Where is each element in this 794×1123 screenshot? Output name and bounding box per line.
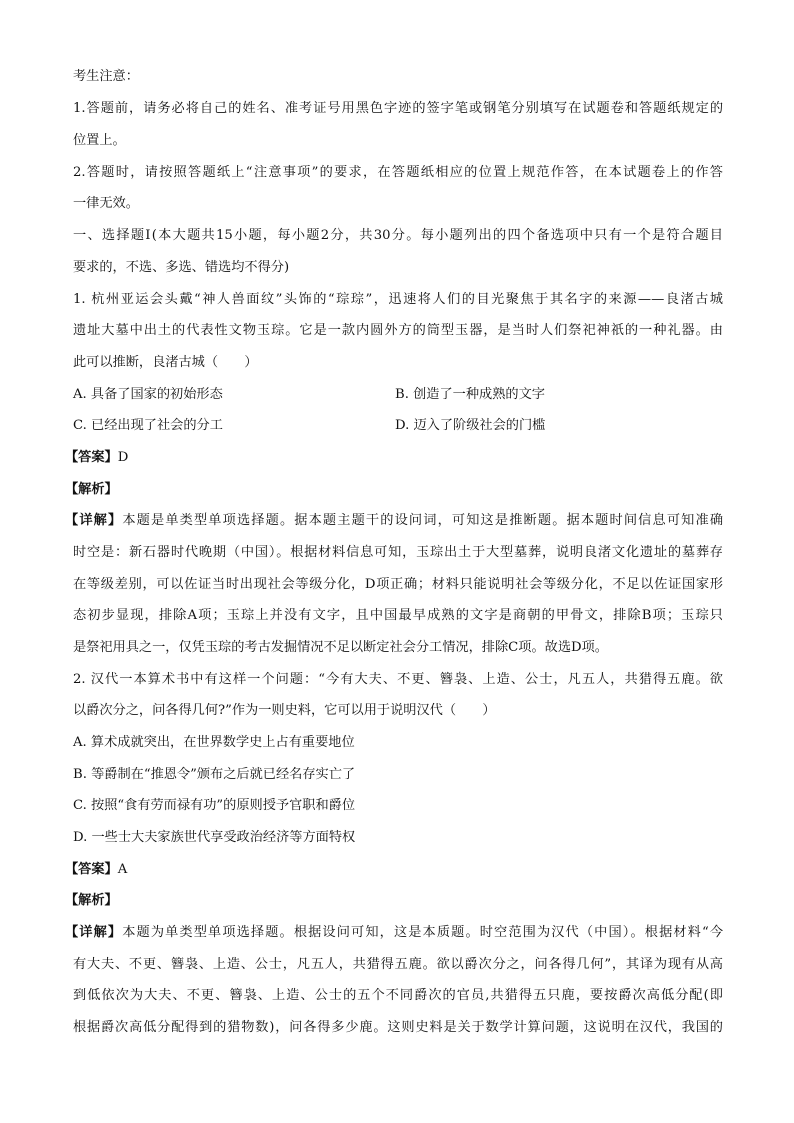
q2-analysis-tag: 【解析】 — [65, 893, 118, 908]
section-heading-line-1: 一、选择题Ⅰ(本大题共15小题，每小题2分，共30分。每小题列出的四个备选项中只有一个是符合题目 — [73, 228, 723, 243]
q1-detail-line-2: 时空是：新石器时代晚期（中国）。根据材料信息可知，玉琮出土于大型墓葬，说明良渚文化遗址的墓葬存 — [73, 545, 723, 560]
section-heading-line-2: 要求的，不选、多选、错选均不得分) — [73, 260, 290, 275]
q1-option-d: D. 迈入了阶级社会的门槛 — [395, 418, 546, 433]
q1-detail-line-3: 在等级差别，可以佐证当时出现社会等级分化，D项正确；材料只能说明社会等级分化，不足以佐证国家形 — [73, 577, 723, 592]
q2-answer-value: A — [117, 862, 128, 877]
q1-stem-line-2: 遗址大墓中出土的代表性文物玉琮。它是一款内圆外方的筒型玉器，是当时人们祭祀神祇的一种礼器。由 — [73, 323, 723, 338]
notice-item-2-line-2: 一律无效。 — [73, 196, 139, 211]
q1-analysis-tag: 【解析】 — [65, 482, 118, 497]
q2-detail-line-1 — [65, 923, 723, 943]
notice-item-1-line-1: 1.答题前，请务必将自己的姓名、准考证号用黑色字迹的签字笔或钢笔分别填写在试题卷和答题纸规定的 — [73, 101, 723, 116]
q2-detail-tag: 【详解】 — [65, 925, 123, 940]
q2-option-a: A. 算术成就突出，在世界数学史上占有重要地位 — [73, 735, 355, 750]
q1-answer — [65, 448, 128, 468]
q1-option-c: C. 已经出现了社会的分工 — [73, 418, 223, 433]
q2-detail-text-1: 本题为单类型单项选择题。根据设问可知，这是本质题。时空范围为汉代（中国）。根据材料“今 — [122, 925, 724, 940]
q1-detail-tag: 【详解】 — [65, 513, 123, 528]
q2-option-c: C. 按照“食有劳而禄有功”的原则授予官职和爵位 — [73, 798, 356, 813]
q2-detail-line-3: 到低依次为大夫、不更、簪袅、上造、公士的五个不同爵次的官员,共猎得五只鹿，要按爵次高低分配(即 — [73, 988, 723, 1003]
q2-option-d: D. 一些士大夫家族世代享受政治经济等方面特权 — [73, 830, 356, 845]
q2-answer — [65, 860, 127, 880]
q2-stem-line-2: 以爵次分之，问各得几何?”作为一则史料，它可以用于说明汉代（ ） — [73, 703, 496, 718]
notice-item-2-line-1: 2.答题时，请按照答题纸上“注意事项”的要求，在答题纸相应的位置上规范作答，在本试题卷上的作答 — [73, 165, 723, 180]
q1-option-b: B. 创造了一种成熟的文字 — [395, 387, 545, 402]
q1-answer-value: D — [117, 450, 129, 465]
q2-detail-line-2: 有大夫、不更、簪袅、上造、公士，凡五人，共猎得五鹿。欲以爵次分之，问各得几何”，其译为现有从高 — [73, 957, 723, 972]
q1-detail-line-1 — [65, 511, 723, 531]
q1-detail-text-1: 本题是单类型单项选择题。据本题主题干的设问词，可知这是推断题。据本题时间信息可知准确 — [122, 513, 724, 528]
q2-detail-line-4: 根据爵次高低分配得到的猎物数)，问各得多少鹿。这则史料是关于数学计算问题，这说明在汉代，我国的 — [73, 1020, 723, 1035]
q1-answer-tag: 【答案】 — [65, 450, 118, 465]
q2-option-b: B. 等爵制在“推恩令”颁布之后就已经名存实亡了 — [73, 767, 356, 782]
q1-detail-line-4: 态初步显现，排除A项；玉琮上并没有文字，且中国最早成熟的文字是商朝的甲骨文，排除B项；玉琮只 — [73, 608, 723, 623]
notice-title: 考生注意： — [73, 69, 139, 84]
q2-stem-line-1: 2. 汉代一本算术书中有这样一个问题：“今有大夫、不更、簪袅、上造、公士，凡五人，共猎得五鹿。欲 — [73, 672, 723, 687]
q1-stem-line-3: 此可以推断，良渚古城（ ） — [73, 355, 258, 370]
q1-option-a: A. 具备了国家的初始形态 — [73, 387, 223, 402]
q1-stem-line-1: 1. 杭州亚运会头戴“神人兽面纹”头饰的“琮琮”，迅速将人们的目光聚焦于其名字的来源——良渚古城 — [73, 292, 723, 307]
q2-answer-tag: 【答案】 — [65, 862, 118, 877]
q1-detail-line-5: 是祭祀用具之一，仅凭玉琮的考古发掘情况不足以断定社会分工情况，排除C项。故选D项。 — [73, 640, 608, 655]
notice-item-1-line-2: 位置上。 — [73, 133, 126, 148]
